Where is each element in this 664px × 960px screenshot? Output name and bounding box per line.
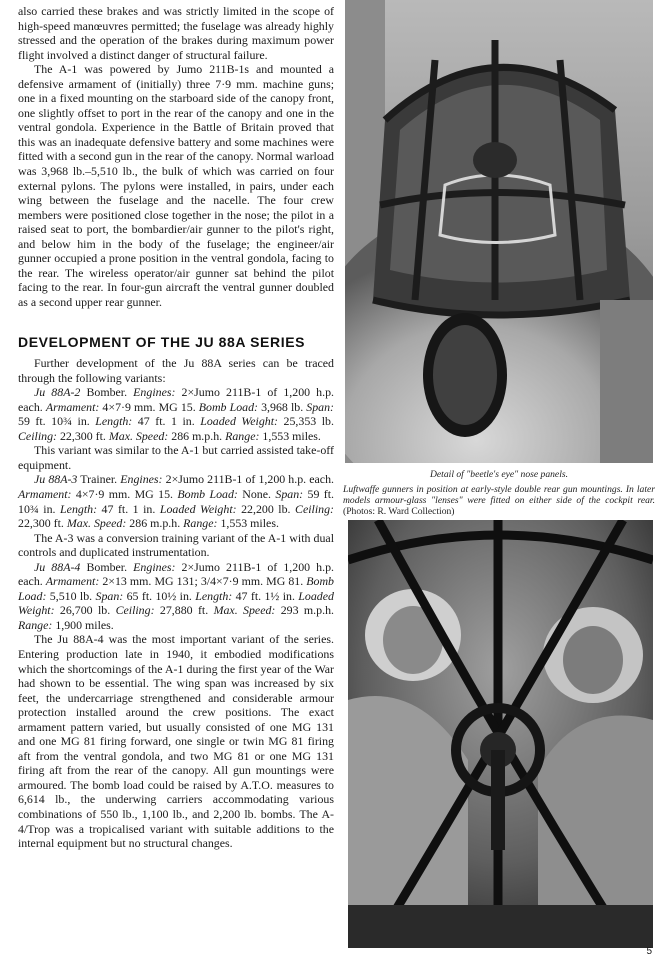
photo-credit: (Photos: R. Ward Collection) xyxy=(343,506,455,517)
rear-gunners-photo xyxy=(348,520,653,948)
variant-a2-spec: Ju 88A-2 Bomber. Engines: 2×Jumo 211B-1 of 1,200 h.p. each. Armament: 4×7·9 mm. MG 15. Bomb Load: 3,968 lb. Span: 59 ft. 10¾ in. Length: 47 ft. 1 in. Loaded Weight: 25,353 lb. Ceiling: 22,300 ft. Max. Speed: 286 m.p.h. Range: 1,553 miles. xyxy=(18,385,334,443)
paragraph-intro: Further development of the Ju 88A series can be traced through the following variants: xyxy=(18,356,334,385)
paragraph-a4-detail: The Ju 88A-4 was the most important variant of the series. Entering production late in 1940, it embodied modifications which the shortcomings of the A-1 during the first year of the War had shown to be essential. The wing span was increased by six feet, the undercarriage strengthened and considerable armour protection installed around the crew positions. The exact armament pattern varied, but usually consisted of one MG 131 and one MG 81 firing forward, one single or twin MG 81 firing aft from the ventral gondola, and two MG 81 or one MG 131 firing aft from the rear of the canopy. All gun mountings were armoured. The bomb load could be raised by A.T.O. measures to 6,614 lb., the underwing carriers accommodating various combinations of 550 lb., 1,100 lb., and 2,200 lb. bombs. The A-4/Trop was a tropicalised variant with suitable additions to the internal equipment but no structural changes. xyxy=(18,632,334,851)
bottom-photo-caption: Luftwaffe gunners in position at early-style double rear gun mountings. In later models armour-glass "lenses" were fitted on either side of the cockpit rear. (Photos: R. Ward Collection) xyxy=(343,484,655,517)
variant-name: Ju 88A-2 xyxy=(34,385,81,400)
paragraph-a2-note: This variant was similar to the A-1 but carried assisted take-off equipment. xyxy=(18,443,334,472)
paragraph-brakes: also carried these brakes and was strictly limited in the scope of high-speed manœuvres permitted; the fuselage was already highly stressed and the operation of the brakes during maximum power flight involved a distinct danger of structural failure. xyxy=(18,4,334,62)
main-text-column xyxy=(18,4,334,851)
variant-a4-spec: Ju 88A-4 Bomber. Engines: 2×Jumo 211B-1 of 1,200 h.p. each. Armament: 2×13 mm. MG 131; 3/4×7·9 mm. MG 81. Bomb Load: 5,510 lb. Span: 65 ft. 10½ in. Length: 47 ft. 1½ in. Loaded Weight: 26,700 lb. Ceiling: 27,880 ft. Max. Speed: 293 m.p.h. Range: 1,900 miles. xyxy=(18,559,334,632)
variant-name: Ju 88A-4 xyxy=(34,559,81,574)
section-heading: DEVELOPMENT OF THE JU 88A SERIES xyxy=(18,334,306,351)
variant-a3-spec: Ju 88A-3 Trainer. Engines: 2×Jumo 211B-1 of 1,200 h.p. each. Armament: 4×7·9 mm. MG 15. Bomb Load: None. Span: 59 ft. 10¾ in. Length: 47 ft. 1 in. Loaded Weight: 22,200 lb. Ceiling: 22,300 ft. Max. Speed: 286 m.p.h. Range: 1,553 miles. xyxy=(18,472,335,531)
top-photo-caption: Detail of "beetle's eye" nose panels. xyxy=(430,469,568,480)
page-number: 5 xyxy=(646,946,652,957)
variant-name: Ju 88A-3 xyxy=(34,472,78,487)
nose-panels-photo xyxy=(345,0,653,463)
paragraph-a3-note: The A-3 was a conversion training variant of the A-1 with dual controls and duplicated instrumentation. xyxy=(18,530,334,560)
paragraph-a1: The A-1 was powered by Jumo 211B-1s and mounted a defensive armament of (initially) three 7·9 mm. machine guns; one in a fixed mounting on the starboard side of the canopy front, one slightly offset to port in the rear of the canopy and one in the ventral gondola. Experience in the Battle of Britain proved that this was an inadequate defensive battery and some machines were fitted with a second gun in the rear of the canopy. Normal warload was 3,968 lb.–5,510 lb., the bulk of which was carried on four external pylons. The pylons were installed, in pairs, under each wing between the fuselage and the nacelle. The four crew members were positioned close together in the nose; the pilot in a raised seat to port, the bombardier/air gunner to the pilot's right, and below him in the body of the fuselage; the engineer/air gunner occupied a prone position in the ventral gondola, facing to the rear. The wireless operator/air gunner sat behind the pilot facing to the rear. In four-gun aircraft the ventral gunner doubled as a second upper rear gunner. xyxy=(18,62,334,309)
